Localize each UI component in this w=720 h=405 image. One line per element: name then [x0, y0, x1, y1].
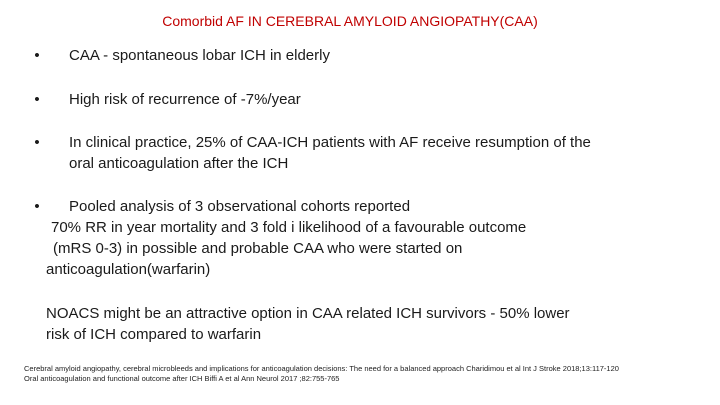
reference-line: Oral anticoagulation and functional outcome after ICH Biffi A et al Ann Neurol 2017 ;82:755-765 [24, 374, 340, 383]
paragraph-line: NOACS might be an attractive option in CAA related ICH survivors - 50% lower [46, 305, 570, 322]
bullet-marker: • [34, 91, 40, 108]
paragraph-line: anticoagulation(warfarin) [46, 261, 211, 278]
paragraph-line: Pooled analysis of 3 observational cohorts reported [69, 198, 411, 215]
slide-title: Comorbid AF IN CEREBRAL AMYLOID ANGIOPATHY(CAA) [162, 13, 538, 29]
reference-line: Cerebral amyloid angiopathy, cerebral microbleeds and implications for anticoagulation decisions: The need for a balanced approach Charidimou et al Int J Stroke 2018;13:117-120 [24, 364, 619, 373]
paragraph-line: (mRS 0-3) in possible and probable CAA who were started on [53, 240, 463, 257]
bullet-marker: • [34, 134, 40, 151]
bullet-text: CAA - spontaneous lobar ICH in elderly [69, 47, 330, 64]
bullet-marker: • [34, 198, 40, 215]
noacs-paragraph [46, 303, 570, 345]
references [24, 364, 619, 384]
paragraph-line: risk of ICH compared to warfarin [46, 326, 262, 343]
bullet-marker: • [34, 47, 40, 64]
bullet-text [69, 132, 591, 174]
bullet-text-line: oral anticoagulation after the ICH [69, 155, 289, 172]
paragraph-line: 70% RR in year mortality and 3 fold i likelihood of a favourable outcome [51, 219, 527, 236]
bullet-text: High risk of recurrence of -7%/year [69, 91, 301, 108]
bullet-text-line: In clinical practice, 25% of CAA-ICH patients with AF receive resumption of the [69, 134, 591, 151]
